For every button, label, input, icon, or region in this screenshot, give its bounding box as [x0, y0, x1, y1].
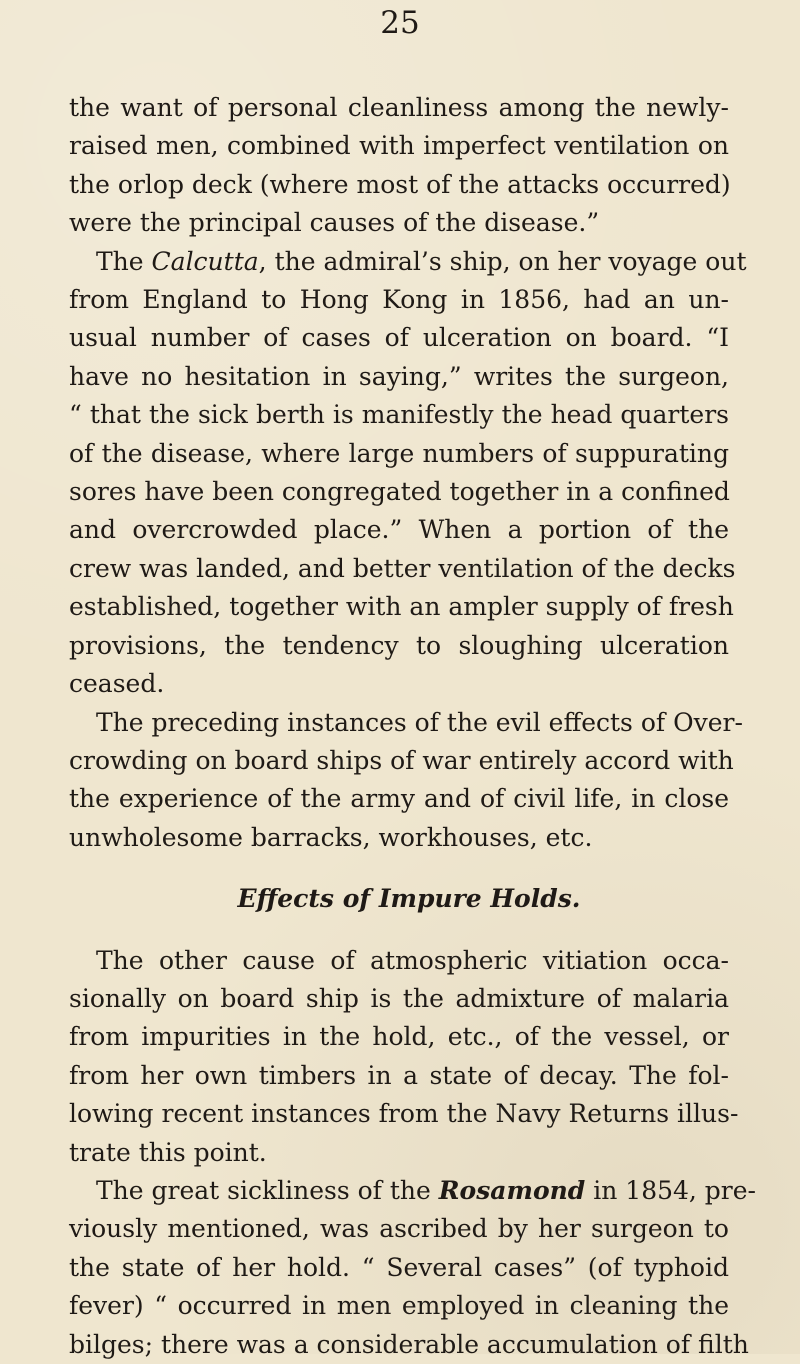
text-line-5: [69, 243, 747, 281]
text-line-6: from England to Hong Kong in 1856, had an un-: [69, 285, 729, 315]
text-line-16: ceased.: [69, 669, 165, 699]
text-line-26: trate this point.: [69, 1137, 267, 1167]
text-line-1: the want of personal cleanliness among the newly-: [69, 93, 729, 122]
line-5-prefix: The: [96, 246, 152, 276]
text-line-22: sionally on board ship is the admixture of malaria: [69, 983, 729, 1013]
ship-name-calcutta: Calcutta: [151, 246, 259, 276]
page-number: 25: [380, 5, 420, 41]
text-line-28: viously mentioned, was ascribed by her surgeon to: [69, 1214, 729, 1244]
text-line-25: lowing recent instances from the Navy Returns illus-: [69, 1099, 739, 1129]
text-line-9: “ that the sick berth is manifestly the head quarters: [69, 400, 729, 430]
text-line-8: have no hesitation in saying,” writes the surgeon,: [69, 361, 729, 391]
body-text: [69, 89, 756, 1364]
text-line-3: the orlop deck (where most of the attacks occurred): [69, 169, 731, 199]
ship-name-rosamond: Rosamond: [438, 1175, 586, 1205]
text-line-11: sores have been congregated together in a confined: [69, 477, 730, 507]
text-line-10: of the disease, where large numbers of suppurating: [69, 438, 729, 468]
line-5-suffix: , the admiral’s ship, on her voyage out: [258, 246, 747, 276]
text-line-29: the state of her hold. “ Several cases” (of typhoid: [69, 1252, 729, 1282]
text-line-21: The other cause of atmospheric vitiation occa-: [96, 945, 729, 975]
line-27-suffix: in 1854, pre-: [585, 1175, 756, 1205]
text-line-15: provisions, the tendency to sloughing ulceration: [69, 630, 729, 660]
text-line-12: and overcrowded place.” When a portion of the: [69, 515, 729, 545]
text-line-23: from impurities in the hold, etc., of the vessel, or: [69, 1022, 729, 1052]
text-line-20: unwholesome barracks, workhouses, etc.: [69, 822, 593, 852]
text-line-4: were the principal causes of the disease.”: [69, 208, 600, 238]
text-line-18: crowding on board ships of war entirely accord with: [69, 745, 734, 775]
text-line-17: The preceding instances of the evil effects of Over-: [96, 707, 743, 737]
text-line-27: [69, 1172, 756, 1210]
line-27-prefix: The great sickliness of the: [96, 1175, 439, 1205]
text-line-13: crew was landed, and better ventilation of the decks: [69, 553, 736, 583]
text-line-2: raised men, combined with imperfect ventilation on: [69, 131, 729, 161]
text-line-24: from her own timbers in a state of decay. The fol-: [69, 1060, 729, 1090]
text-line-7: usual number of cases of ulceration on board. “I: [69, 323, 729, 353]
section-heading: Effects of Impure Holds.: [237, 884, 581, 914]
text-line-14: established, together with an ampler supply of fresh: [69, 592, 734, 622]
text-line-19: the experience of the army and of civil life, in close: [69, 784, 729, 814]
text-line-30: fever) “ occurred in men employed in cleaning the: [69, 1291, 729, 1321]
text-line-31: bilges; there was a considerable accumulation of filth: [69, 1329, 749, 1359]
